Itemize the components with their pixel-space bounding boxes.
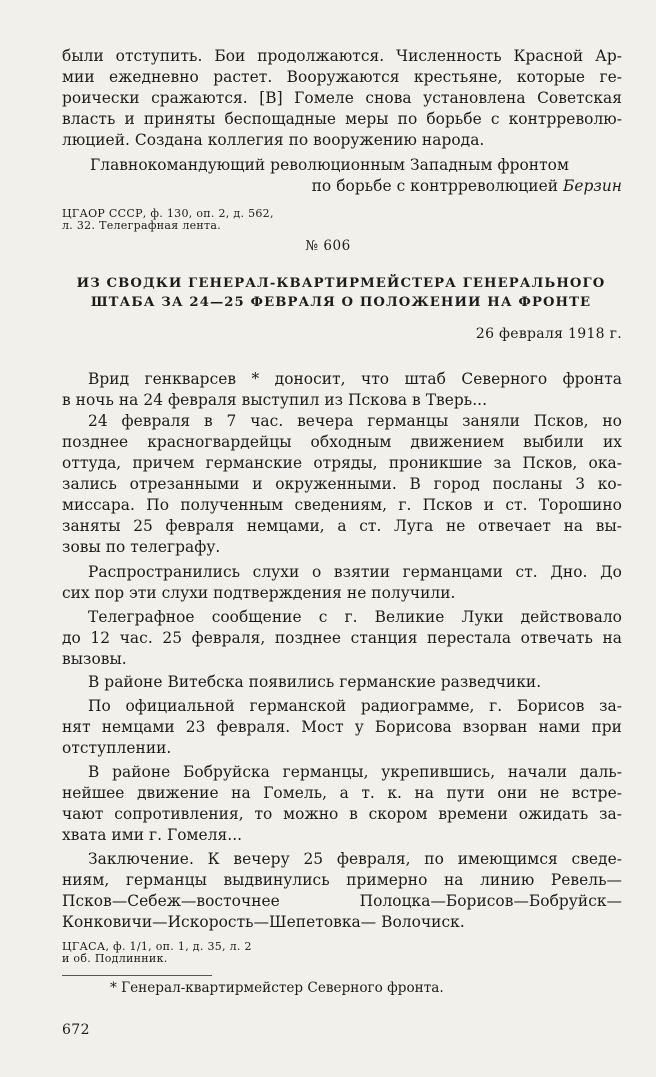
text-line: Врид генкварсев * доносит, что штаб Северного фронта [88,370,622,388]
text-line: мии ежедневно растет. Вооружаются крестьяне, которые ге- [62,68,622,86]
signature-title-cont: по борьбе с контрреволюцией [311,177,559,195]
footnote-rule [62,975,212,976]
signature-title: Главнокомандующий революционным Западным фронтом [90,156,570,174]
text-line: люцией. Создана коллегия по вооружению народа. [62,131,485,149]
document-title: ИЗ СВОДКИ ГЕНЕРАЛ-КВАРТИРМЕЙСТЕРА ГЕНЕРАЛЬНОГО [76,276,606,291]
text-line: Псков—Себеж—восточнее Полоцка—Борисов—Бобруйск— [62,892,622,910]
archive-source: и об. Подлинник. [62,952,168,965]
text-line: чают сопротивления, то можно в скором времени ожидать за- [62,805,622,823]
text-line: отступлении. [62,739,172,757]
text-line: В районе Витебска появились германские разведчики. [88,673,542,691]
text-line: ниям, германцы выдвинулись примерно на линию Ревель— [62,871,622,889]
document-number: № 606 [305,238,351,254]
text-line: По официальной германской радиограмме, г. Борисов за- [88,697,622,715]
text-line: 24 февраля в 7 час. вечера германцы заняли Псков, но [88,412,622,430]
text-line: были отступить. Бои продолжаются. Численность Красной Ар- [62,47,622,65]
page-number: 672 [62,1022,90,1038]
document-date: 26 февраля 1918 г. [475,326,622,342]
text-line: зовы по телеграфу. [62,538,221,556]
text-line: Заключение. К вечеру 25 февраля, по имеющимся сведе- [88,850,622,868]
text-line: Телеграфное сообщение с г. Великие Луки действовало [88,608,622,626]
text-line: нейшее движение на Гомель, а т. к. на пути они не встре- [62,784,622,802]
archive-source: ЦГАСА, ф. 1/1, оп. 1, д. 35, л. 2 [62,940,252,953]
text-line: сих пор эти слухи подтверждения не получили. [62,584,456,602]
text-line: роически сражаются. [В] Гомеле снова установлена Советская [62,89,622,107]
text-line: власть и приняты беспощадные меры по борьбе с контрреволю- [62,110,622,128]
signature-line [62,176,622,196]
text-line: до 12 час. 25 февраля, позднее станция перестала отвечать на [62,629,622,647]
text-line: хвата ими г. Гомеля... [62,826,243,844]
text-line: позднее красногвардейцы обходным движением выбили их [62,433,622,451]
text-line: в ночь на 24 февраля выступил из Пскова в Тверь... [62,391,488,409]
text-line: вызовы. [62,650,127,668]
text-line: В районе Бобруйска германцы, укрепившись, начали даль- [88,763,622,781]
archive-source: ЦГАОР СССР, ф. 130, оп. 2, д. 562, [62,207,274,220]
document-title: ШТАБА ЗА 24—25 ФЕВРАЛЯ О ПОЛОЖЕНИИ НА ФРОНТЕ [90,295,592,310]
text-line: нят немцами 23 февраля. Мост у Борисова взорван нами при [62,718,622,736]
text-line: миссара. По полученным сведениям, г. Псков и ст. Торошино [62,496,622,514]
archive-source: л. 32. Телеграфная лента. [62,219,222,232]
text-line: зались отрезанными и окруженными. В город посланы 3 ко- [62,475,622,493]
text-line: заняты 25 февраля немцами, а ст. Луга не отвечает на вы- [62,517,622,535]
footnote: * Генерал-квартирмейстер Северного фронта. [110,980,444,996]
text-line: Распространились слухи о взятии германцами ст. Дно. До [88,563,622,581]
text-line: оттуда, причем германские отряды, проникшие за Псков, ока- [62,454,622,472]
signature-name: Берзин [562,177,622,195]
text-line: Конковичи—Искорость—Шепетовка— Волочиск. [62,913,465,931]
